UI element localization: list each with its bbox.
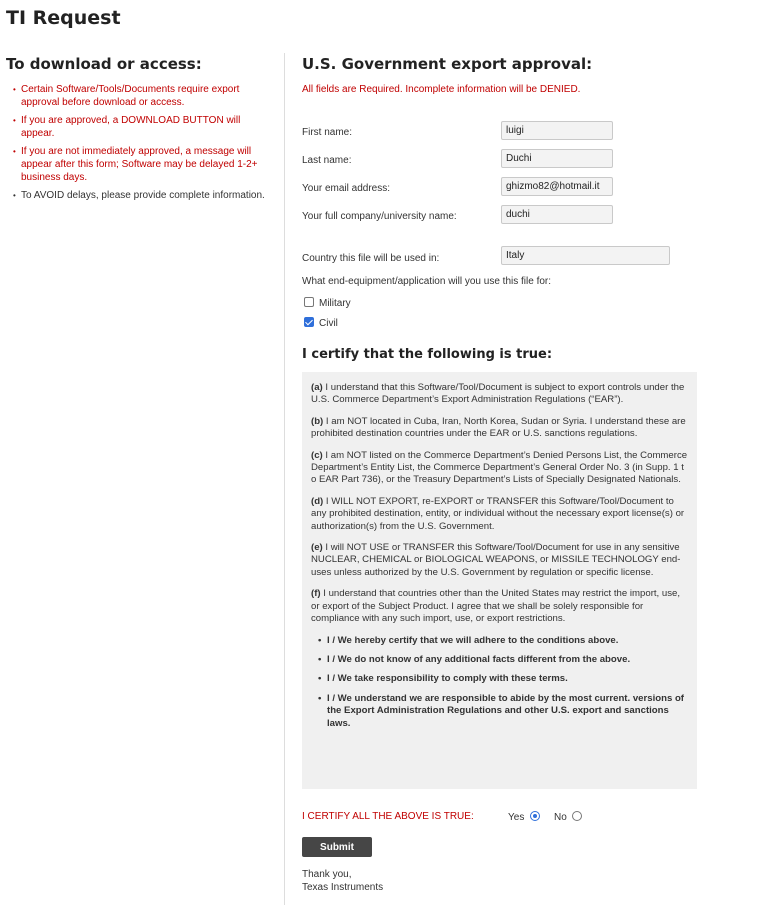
info-item: • To AVOID delays, please provide complete information. <box>6 189 270 202</box>
cert-bullet: • I / We understand we are responsible to abide by the most current. versions of the Export Administration Regulations and other U.S. export and sanctions laws. <box>311 693 688 730</box>
military-option[interactable] <box>304 295 351 309</box>
cert-bullet: • I / We do not know of any additional facts different from the above. <box>311 654 688 666</box>
info-item: • If you are approved, a DOWNLOAD BUTTON will appear. <box>6 114 270 140</box>
form-header <box>302 55 702 95</box>
required-note: All fields are Required. Incomplete information will be DENIED. <box>302 84 581 95</box>
info-item: • If you are not immediately approved, a message will appear after this form; Software may be delayed 1-2+ business days. <box>6 145 270 184</box>
last-name-label: Last name: <box>302 155 352 166</box>
cert-paragraph: (c) I am NOT listed on the Commerce Department’s Denied Persons List, the Commerce Department’s Entity List, the Commerce Department’s General Order No. 3 (in Supp. 1 t o EAR Part 736), or the Treasury Department’s Lists of Specially Designated Nationals. <box>311 449 688 486</box>
no-radio[interactable] <box>572 811 582 821</box>
certification-box <box>302 372 697 789</box>
first-name-input[interactable] <box>501 121 613 140</box>
certify-heading: I certify that the following is true: <box>302 347 553 362</box>
info-list <box>6 83 270 202</box>
sign-off <box>302 868 383 894</box>
info-panel <box>6 55 270 207</box>
cert-paragraph: (d) I WILL NOT EXPORT, re-EXPORT or TRANSFER this Software/Tool/Document to any prohibited destination, entity, or individual without the necessary export license(s) or authorization(s) from the U.S. Government. <box>311 495 685 532</box>
first-name-label: First name: <box>302 127 353 138</box>
civil-option[interactable] <box>304 315 338 329</box>
last-name-input[interactable] <box>501 149 613 168</box>
military-checkbox[interactable] <box>304 297 314 307</box>
company-input[interactable] <box>501 205 613 224</box>
email-label: Your email address: <box>302 183 391 194</box>
cert-bullet: • I / We hereby certify that we will adhere to the conditions above. <box>311 635 688 647</box>
company-label: Your full company/university name: <box>302 211 457 222</box>
military-label: Military <box>319 298 351 309</box>
country-input[interactable] <box>501 246 670 265</box>
cert-paragraph: (b) I am NOT located in Cuba, Iran, North Korea, Sudan or Syria. I understand these are prohibited destination countries under the EAR or U.S. sanctions regulations. <box>311 415 686 440</box>
email-input[interactable] <box>501 177 613 196</box>
page-title: TI Request <box>6 7 121 29</box>
yes-radio[interactable] <box>530 811 540 821</box>
info-item: • Certain Software/Tools/Documents require export approval before download or access. <box>6 83 270 109</box>
cert-bullet: • I / We take responsibility to comply with these terms. <box>311 673 688 685</box>
cert-paragraph: (e) I will NOT USE or TRANSFER this Software/Tool/Document for use in any sensitive NUCLEAR, CHEMICAL or BIOLOGICAL WEAPONS, or MISSILE TECHNOLOGY end-uses unless authorized by the U.S. Government by regulation or specific license. <box>311 542 681 578</box>
form-heading: U.S. Government export approval: <box>302 55 593 73</box>
yes-label: Yes <box>508 812 525 823</box>
submit-button[interactable]: Submit <box>302 837 372 857</box>
company-signature: Texas Instruments <box>302 882 384 893</box>
cert-paragraph: (a) I understand that this Software/Tool/Document is subject to export controls under the U.S. Commerce Department’s Export Administration Regulations (“EAR”). <box>311 382 685 406</box>
yes-option[interactable] <box>508 809 540 823</box>
info-heading: To download or access: <box>6 55 202 73</box>
no-label: No <box>554 812 567 823</box>
column-divider <box>284 53 285 905</box>
no-option[interactable] <box>554 809 582 823</box>
country-label: Country this file will be used in: <box>302 253 440 264</box>
thanks-line: Thank you, <box>302 869 352 880</box>
civil-label: Civil <box>319 318 338 329</box>
civil-checkbox[interactable] <box>304 317 314 327</box>
cert-bullets <box>311 635 688 730</box>
cert-paragraph: (f) I understand that countries other than the United States may restrict the import, use, or export of the Subject Product. I agree that we shall be solely responsible for compliance with any such import, use, or export restrictions. <box>311 588 681 625</box>
certify-confirm-label: I CERTIFY ALL THE ABOVE IS TRUE: <box>302 811 474 822</box>
